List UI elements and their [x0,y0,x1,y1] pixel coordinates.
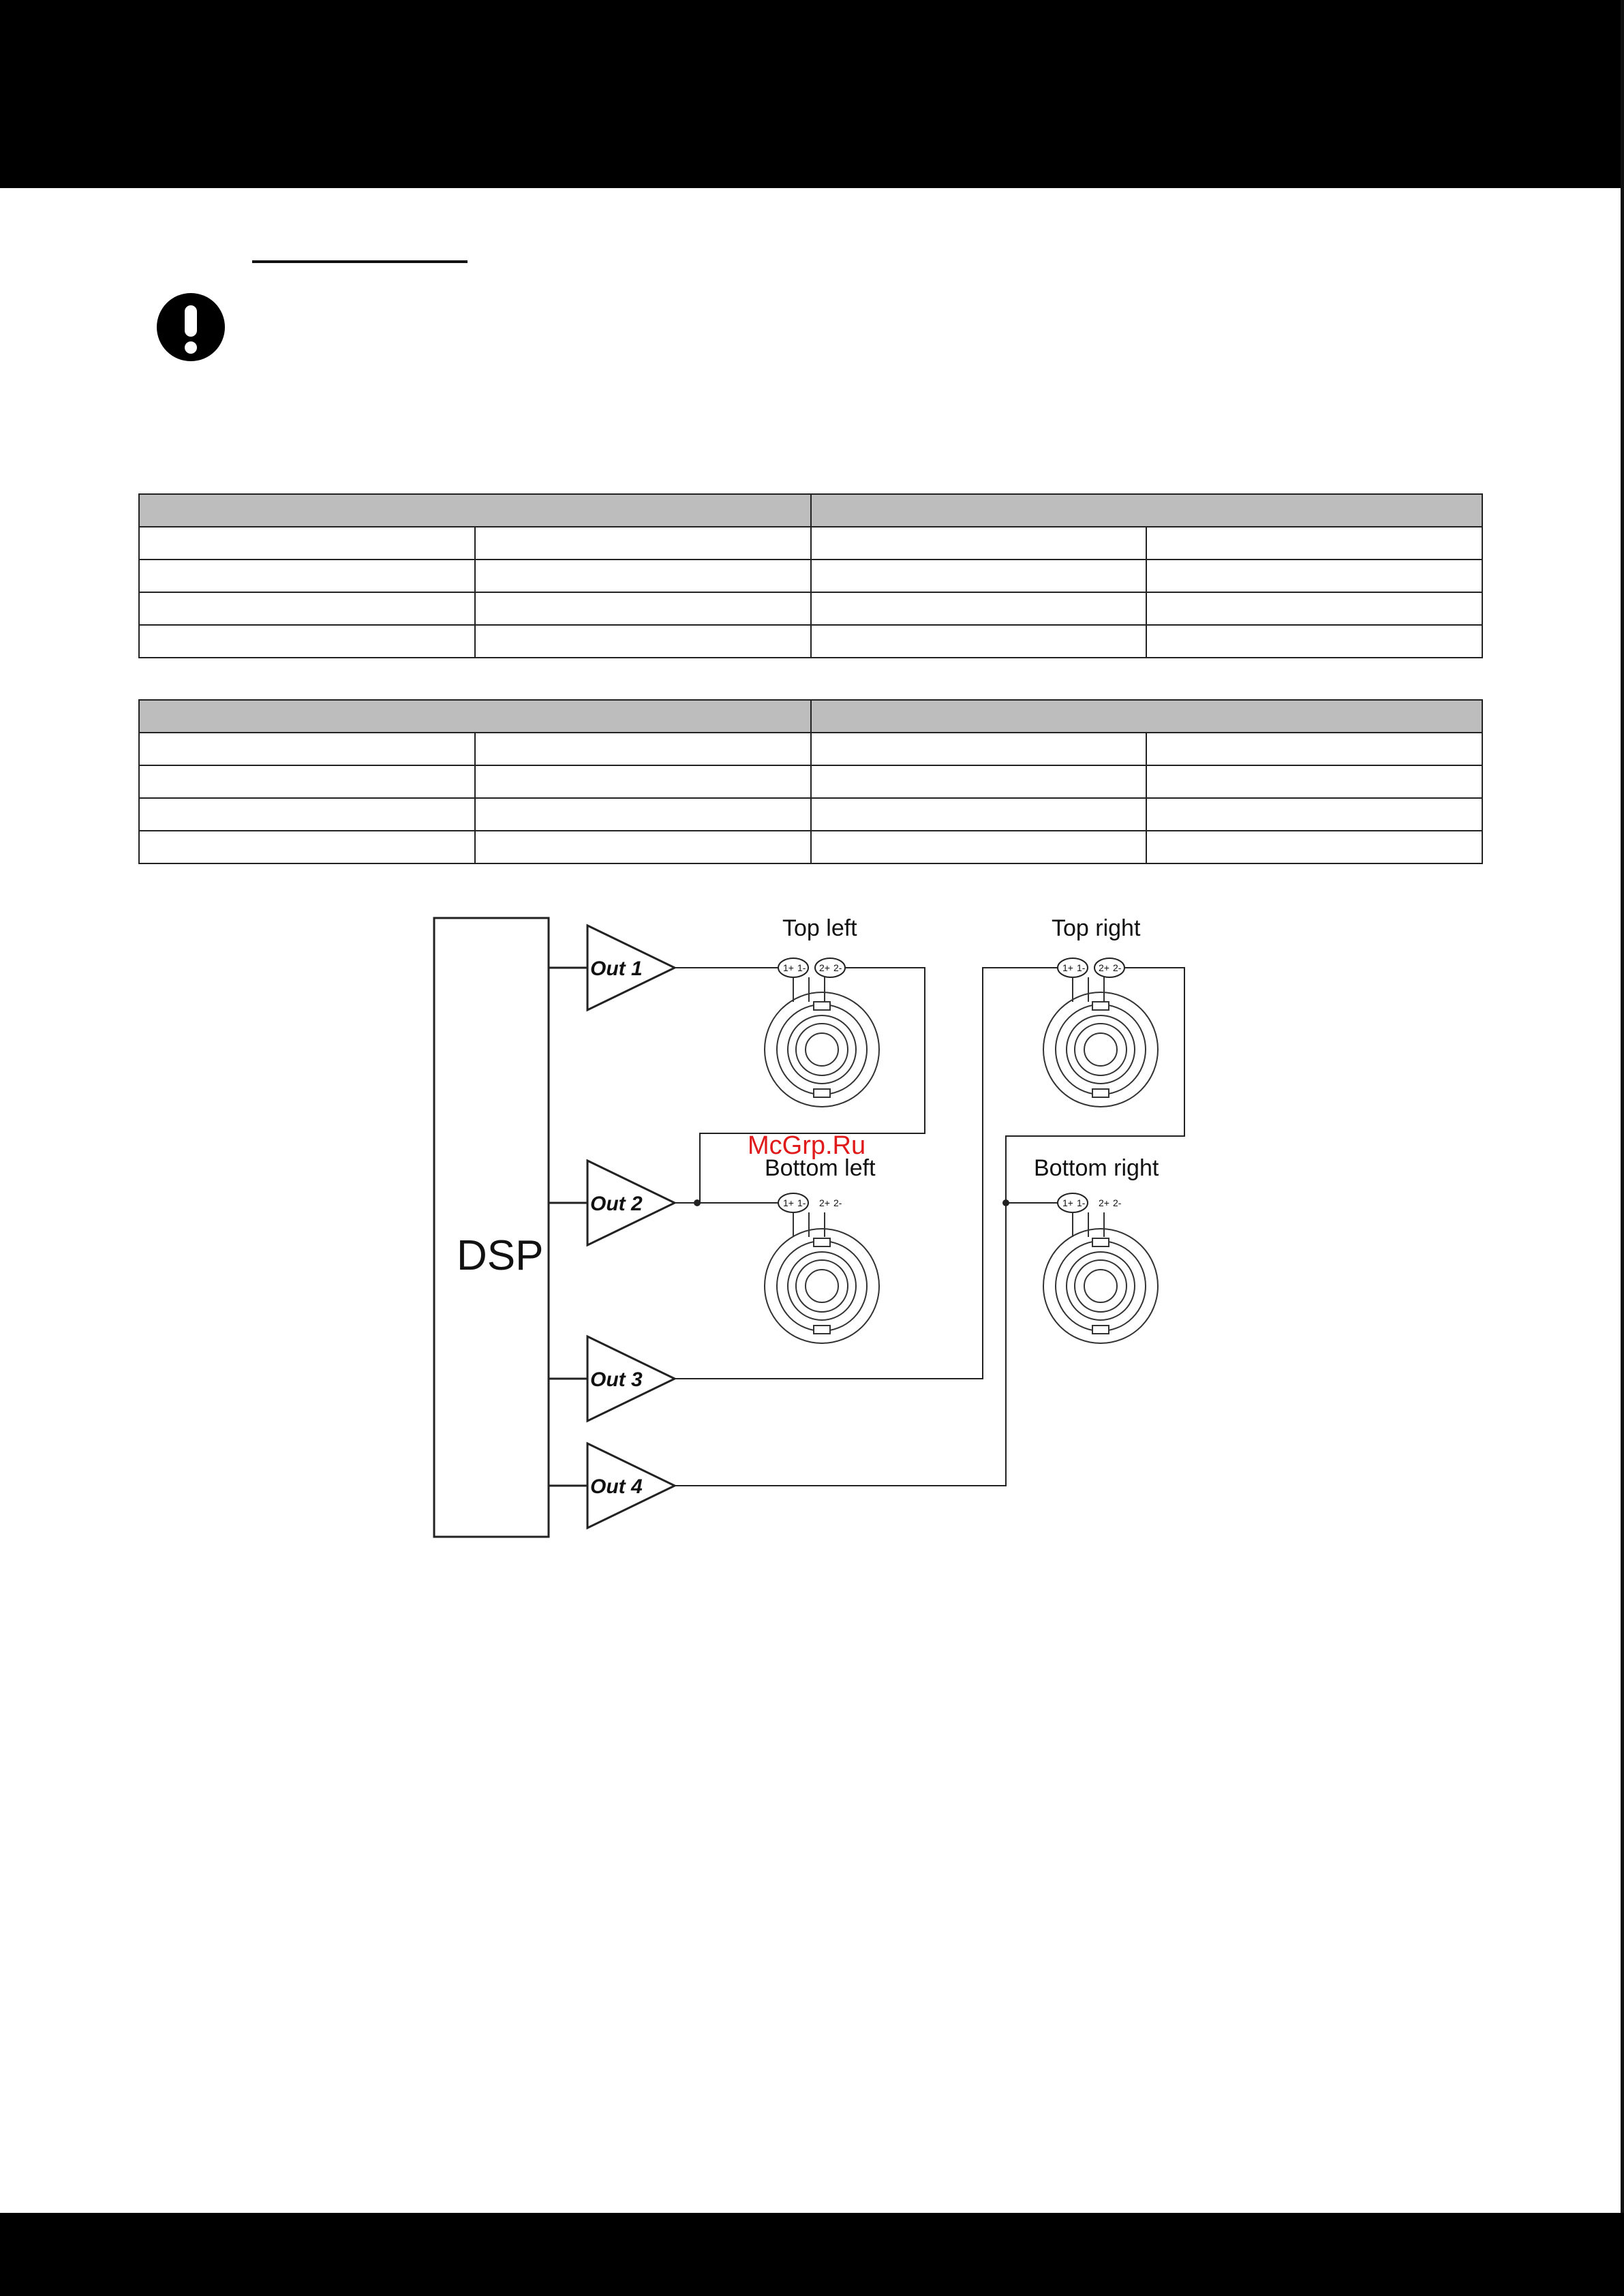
wiring-diagram [423,910,1227,1544]
pin-label: 2- [1113,1197,1122,1208]
exclamation-circle-icon [155,292,226,363]
pin-label: 1+ [1062,1197,1073,1208]
table-header-cell [139,700,811,733]
table-row [139,592,1482,625]
table-row [139,798,1482,831]
table-header-cell [811,494,1483,527]
header-bar [0,0,1624,188]
out-4-label: Out 4 [590,1475,643,1498]
pin-label: 2- [833,1197,842,1208]
table-header-cell [811,700,1483,733]
pin-label: 1- [797,1197,806,1208]
table-row [139,527,1482,560]
spec-table-2 [138,699,1483,864]
page-edge [1621,0,1624,2296]
speakon-top-right [1043,992,1158,1107]
bottom-left-label: Bottom left [765,1155,876,1181]
pin-label: 2- [833,962,842,973]
pin-label: 1- [797,962,806,973]
pin-label: 1- [1077,1197,1086,1208]
speakon-bottom-right [1043,1229,1158,1343]
pin-label: 2- [1113,962,1122,973]
out-1-label: Out 1 [590,958,643,980]
spec-table-1 [138,493,1483,658]
pin-label: 2+ [1099,1197,1109,1208]
top-left-label: Top left [782,915,857,941]
out-3-label: Out 3 [590,1368,643,1391]
out-2-label: Out 2 [590,1193,643,1215]
table-header-cell [139,494,811,527]
pin-label: 1+ [783,962,794,973]
junction-dot [1002,1199,1009,1206]
pin-label: 2+ [819,962,830,973]
bottom-right-label: Bottom right [1034,1155,1159,1181]
table-header-row [139,700,1482,733]
watermark: McGrp.Ru [748,1131,866,1160]
pin-label: 1- [1077,962,1086,973]
pin-label: 2+ [819,1197,830,1208]
section-title-underline [252,260,468,263]
pin-label: 2+ [1099,962,1109,973]
table-row [139,831,1482,863]
top-right-label: Top right [1052,915,1141,941]
speakon-top-left [765,992,879,1107]
speakon-bottom-left [765,1229,879,1343]
table-row [139,733,1482,765]
dsp-label: DSP [457,1232,544,1279]
pin-label: 1+ [1062,962,1073,973]
junction-dot [694,1199,701,1206]
table-header-row [139,494,1482,527]
footer-bar [0,2213,1624,2296]
table-row [139,625,1482,658]
dsp-block [434,918,549,1537]
pin-label: 1+ [783,1197,794,1208]
table-row [139,560,1482,592]
table-row [139,765,1482,798]
